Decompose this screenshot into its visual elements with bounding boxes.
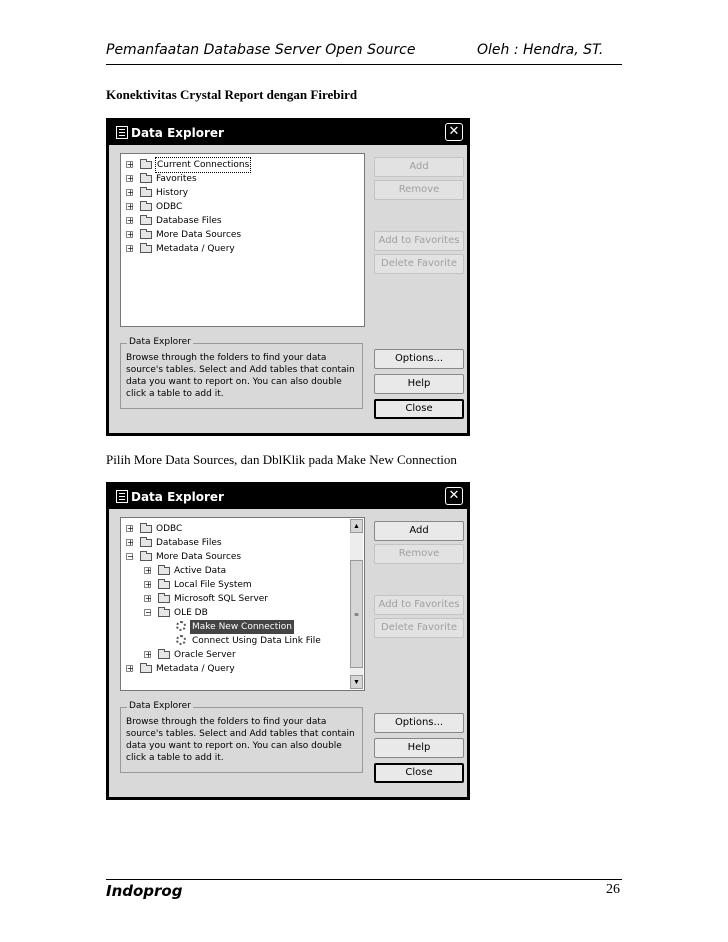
- groupbox-title: Data Explorer: [129, 701, 191, 711]
- tree-item-label: Metadata / Query: [156, 244, 235, 254]
- expand-icon[interactable]: +: [127, 538, 134, 547]
- groupbox-title: Data Explorer: [129, 337, 191, 347]
- folder-icon: [140, 231, 152, 239]
- connection-gear-icon: [176, 621, 186, 631]
- expand-icon[interactable]: +: [127, 216, 134, 225]
- window-icon: [116, 490, 128, 503]
- header-title: Pemanfaatan Database Server Open Source: [106, 42, 416, 58]
- expand-icon[interactable]: +: [145, 594, 152, 603]
- window-icon: [116, 126, 128, 139]
- groupbox-description: Browse through the folders to find your data source's tables. Select and Add tables that contain data you want to report on. You can also double click a table to add it.: [126, 353, 355, 399]
- dialog-title: Data Explorer: [131, 126, 224, 140]
- folder-icon: [140, 245, 152, 253]
- folder-open-icon: [140, 553, 152, 561]
- help-button[interactable]: Help: [374, 738, 464, 758]
- groupbox-description: Browse through the folders to find your data source's tables. Select and Add tables that contain data you want to report on. You can also double click a table to add it.: [126, 717, 355, 763]
- tree-item-label: Active Data: [174, 566, 227, 576]
- folder-icon: [140, 539, 152, 547]
- expand-icon[interactable]: +: [127, 202, 134, 211]
- tree-item-label: Database Files: [156, 216, 222, 226]
- remove-button[interactable]: Remove: [374, 544, 464, 564]
- tree-item-label: ODBC: [156, 202, 183, 212]
- expand-icon[interactable]: +: [127, 524, 134, 533]
- page-header: [106, 40, 622, 65]
- tree-item-label: Connect Using Data Link File: [192, 636, 321, 646]
- help-button[interactable]: Help: [374, 374, 464, 394]
- tree-item-label: Microsoft SQL Server: [174, 594, 269, 604]
- folder-icon: [140, 665, 152, 673]
- footer-publisher: Indoprog: [106, 882, 183, 900]
- close-icon[interactable]: ✕: [445, 487, 463, 505]
- remove-button[interactable]: Remove: [374, 180, 464, 200]
- tree-item-label: Current Connections: [157, 160, 250, 170]
- data-explorer-dialog-1: [106, 118, 470, 436]
- tree-item-label: Make New Connection: [192, 622, 292, 632]
- folder-icon: [140, 525, 152, 533]
- scrollbar-thumb[interactable]: ≡: [350, 560, 363, 668]
- tree-item-label: ODBC: [156, 524, 183, 534]
- tree-item-label: More Data Sources: [156, 552, 242, 562]
- folder-icon: [140, 203, 152, 211]
- header-author: Oleh : Hendra, ST.: [477, 42, 604, 58]
- tree-item-label: Local File System: [174, 580, 252, 590]
- tree-item-label: History: [156, 188, 189, 198]
- dialog-title: Data Explorer: [131, 490, 224, 504]
- delete-favorite-button[interactable]: Delete Favorite: [374, 618, 464, 638]
- expand-icon[interactable]: +: [127, 230, 134, 239]
- options-button[interactable]: Options...: [374, 713, 464, 733]
- add-button[interactable]: Add: [374, 521, 464, 541]
- folder-open-icon: [158, 609, 170, 617]
- collapse-icon[interactable]: −: [145, 608, 152, 617]
- tree-item-label: Metadata / Query: [156, 664, 235, 674]
- data-source-tree[interactable]: [120, 517, 365, 691]
- expand-icon[interactable]: +: [127, 244, 134, 253]
- expand-icon[interactable]: +: [127, 188, 134, 197]
- folder-icon: [140, 189, 152, 197]
- tree-item-label: More Data Sources: [156, 230, 242, 240]
- collapse-icon[interactable]: −: [127, 552, 134, 561]
- section-title: Konektivitas Crystal Report dengan Firebird: [106, 87, 358, 102]
- tree-item-label: Favorites: [156, 174, 197, 184]
- folder-icon: [158, 595, 170, 603]
- tree-item-label: Oracle Server: [174, 650, 236, 660]
- dialog-title-bar[interactable]: [109, 121, 467, 145]
- tree-item-label: OLE DB: [174, 608, 208, 618]
- tree-scrollbar[interactable]: [350, 519, 363, 689]
- delete-favorite-button[interactable]: Delete Favorite: [374, 254, 464, 274]
- figure-caption: Pilih More Data Sources, dan DblKlik pada Make New Connection: [106, 452, 457, 467]
- data-explorer-groupbox: [120, 337, 363, 409]
- page-footer: [106, 879, 622, 900]
- expand-icon[interactable]: +: [145, 650, 152, 659]
- close-button[interactable]: Close: [374, 399, 464, 419]
- scroll-up-arrow-icon[interactable]: ▲: [350, 519, 363, 533]
- add-button[interactable]: Add: [374, 157, 464, 177]
- scroll-down-arrow-icon[interactable]: ▼: [350, 675, 363, 689]
- close-icon[interactable]: ✕: [445, 123, 463, 141]
- tree-item-label: Database Files: [156, 538, 222, 548]
- options-button[interactable]: Options...: [374, 349, 464, 369]
- close-button[interactable]: Close: [374, 763, 464, 783]
- folder-icon: [140, 161, 152, 169]
- expand-icon[interactable]: +: [145, 566, 152, 575]
- add-to-favorites-button[interactable]: Add to Favorites: [374, 595, 464, 615]
- data-explorer-groupbox: [120, 701, 363, 773]
- dialog-title-bar[interactable]: [109, 485, 467, 509]
- page-number: 26: [606, 882, 620, 897]
- data-explorer-dialog-2: [106, 482, 470, 800]
- expand-icon[interactable]: +: [127, 174, 134, 183]
- data-source-tree[interactable]: [120, 153, 365, 327]
- folder-icon: [140, 175, 152, 183]
- expand-icon[interactable]: +: [145, 580, 152, 589]
- folder-icon: [158, 651, 170, 659]
- add-to-favorites-button[interactable]: Add to Favorites: [374, 231, 464, 251]
- expand-icon[interactable]: +: [127, 664, 134, 673]
- folder-icon: [140, 217, 152, 225]
- expand-icon[interactable]: +: [127, 160, 134, 169]
- connection-gear-icon: [176, 635, 186, 645]
- folder-icon: [158, 581, 170, 589]
- folder-icon: [158, 567, 170, 575]
